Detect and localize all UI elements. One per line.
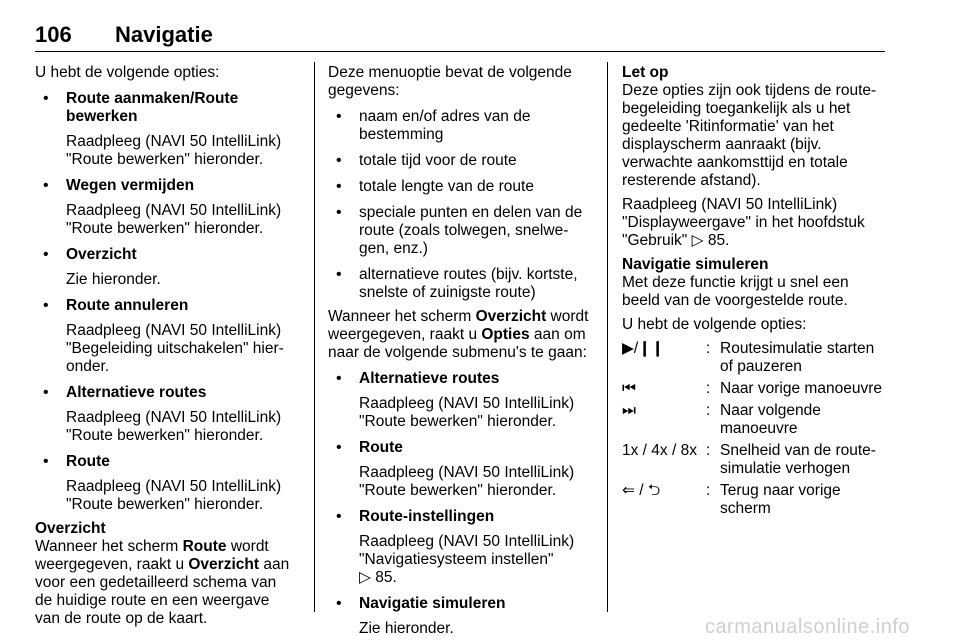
list-item xyxy=(35,177,297,238)
list-item xyxy=(328,370,592,431)
section-paragraph xyxy=(35,538,297,628)
item-title: Alternatieve routes xyxy=(66,384,207,401)
item-text: alternatieve routes (bijv. kortste, snelste of zuinigste route) xyxy=(359,266,578,301)
column-3 xyxy=(622,64,888,522)
play-pause-icon: ▶/❙❙ xyxy=(622,340,665,357)
item-text: Raadpleeg (NAVI 50 IntelliLink) "Route bewerken" hieronder. xyxy=(359,395,575,430)
bullet-icon: • xyxy=(336,178,342,195)
previous-icon: ⏮ xyxy=(622,380,636,397)
options-list xyxy=(35,90,297,514)
item-text: Raadpleeg (NAVI 50 IntelliLink) "Route bewerken" hieronder. xyxy=(66,409,282,444)
item-title: Route-instellingen xyxy=(359,508,495,525)
back-icon: ⇐ / ⮌ xyxy=(622,482,661,499)
item-text: Raadpleeg (NAVI 50 IntelliLink) "Route bewerken" hieronder. xyxy=(359,464,575,499)
option-row xyxy=(622,340,888,376)
column-divider xyxy=(607,62,608,612)
item-text: Raadpleeg (NAVI 50 IntelliLink) "Route bewerken" hieronder. xyxy=(66,202,282,237)
column-2 xyxy=(328,64,592,638)
list-item xyxy=(328,595,592,638)
note-reference xyxy=(622,196,888,250)
bullet-icon: • xyxy=(336,152,342,169)
bullet-icon: • xyxy=(336,266,342,283)
bullet-icon: • xyxy=(336,508,342,525)
separator: : xyxy=(706,482,711,499)
page-number: 106 xyxy=(35,22,72,47)
text-run: aan voor een gedetailleerd schema van de huidige route en een weergave van de route op de kaart. xyxy=(35,556,290,627)
column-1 xyxy=(35,64,297,628)
header-rule xyxy=(35,51,885,52)
separator: : xyxy=(706,402,711,419)
text-run: Raadpleeg (NAVI 50 IntelliLink) "Displayweergave" in het hoofdstuk "Gebruik" xyxy=(622,196,865,249)
item-text: Zie hieronder. xyxy=(66,271,161,288)
bullet-icon: • xyxy=(43,297,49,314)
item-text: Raadpleeg (NAVI 50 IntelliLink) "Navigatiesysteem instellen" xyxy=(359,533,575,568)
separator: : xyxy=(706,340,711,357)
item-title: Wegen vermijden xyxy=(66,177,195,194)
item-text: Raadpleeg (NAVI 50 IntelliLink) "Begeleiding uitschakelen" hier-onder. xyxy=(66,322,284,375)
option-description: Snelheid van de route-simulatie verhogen xyxy=(720,442,876,477)
text-run-bold: Opties xyxy=(481,326,530,343)
bullet-icon: • xyxy=(336,595,342,612)
section-text: Met deze functie krijgt u snel een beeld van de voorgestelde route. xyxy=(622,274,849,309)
text-run-bold: Overzicht xyxy=(188,556,260,573)
option-row xyxy=(622,402,888,438)
list-item xyxy=(328,508,592,587)
page-title: Navigatie xyxy=(115,22,213,47)
option-description: Naar volgende manoeuvre xyxy=(720,402,821,437)
separator: : xyxy=(706,380,711,397)
list-item xyxy=(328,266,592,302)
data-list xyxy=(328,108,592,302)
bullet-icon: • xyxy=(336,439,342,456)
list-item xyxy=(35,384,297,445)
list-item xyxy=(328,152,592,170)
item-text: totale lengte van de route xyxy=(359,178,534,195)
list-item xyxy=(35,90,297,169)
bullet-icon: • xyxy=(43,90,49,107)
item-title: Navigatie simuleren xyxy=(359,595,506,612)
bullet-icon: • xyxy=(43,177,49,194)
item-title: Route xyxy=(66,453,110,470)
bullet-icon: • xyxy=(336,108,342,125)
section-heading: Overzicht xyxy=(35,520,106,537)
separator: : xyxy=(706,442,711,459)
text-run: Wanneer het scherm xyxy=(328,308,476,325)
page-reference xyxy=(359,569,592,587)
options-table xyxy=(622,340,888,518)
reference-page: 85. xyxy=(707,232,730,249)
options-intro: U hebt de volgende opties: xyxy=(622,316,807,333)
option-description: Routesimulatie starten of pauzeren xyxy=(720,340,875,375)
watermark: carmanualsonline.info xyxy=(704,616,910,638)
bullet-icon: • xyxy=(336,204,342,221)
text-run: Wanneer het scherm xyxy=(35,538,183,555)
next-icon: ⏭ xyxy=(622,402,636,419)
reference-page: 85. xyxy=(375,569,397,586)
text-run: wordt weergegeven, raakt u xyxy=(35,538,269,573)
item-text: Raadpleeg (NAVI 50 IntelliLink) "Route bewerken" hieronder. xyxy=(66,478,282,513)
option-row xyxy=(622,442,888,478)
bullet-icon: • xyxy=(43,246,49,263)
intro-text: Deze menuoptie bevat de volgende gegevens: xyxy=(328,64,572,99)
reference-icon: ▷ xyxy=(359,569,371,586)
speed-options: 1x / 4x / 8x xyxy=(622,442,697,459)
item-title: Overzicht xyxy=(66,246,137,263)
column-divider xyxy=(314,62,315,612)
item-text: naam en/of adres van de bestemming xyxy=(359,108,531,143)
bullet-icon: • xyxy=(43,384,49,401)
reference-icon: ▷ xyxy=(691,232,704,249)
note-heading: Let op xyxy=(622,64,669,81)
item-text: totale tijd voor de route xyxy=(359,152,517,169)
text-run-bold: Overzicht xyxy=(475,308,547,325)
list-item xyxy=(328,439,592,500)
text-run: aan om naar de volgende submenu's te gaan: xyxy=(328,326,587,361)
bullet-icon: • xyxy=(336,370,342,387)
list-item xyxy=(35,453,297,514)
note-text: Deze opties zijn ook tijdens de route-begeleiding toegankelijk als u het gedeelte 'Ritinformatie' van het displayscherm aanraakt (bijv. verwachte aankomsttijd en totale resterende afstand). xyxy=(622,82,877,189)
item-text: speciale punten en delen van de route (zoals tolwegen, snelwe-gen, enz.) xyxy=(359,204,583,257)
option-row xyxy=(622,482,888,518)
option-description: Terug naar vorige scherm xyxy=(720,482,841,517)
item-text: Raadpleeg (NAVI 50 IntelliLink) "Route bewerken" hieronder. xyxy=(66,133,282,168)
submenu-list xyxy=(328,370,592,638)
section-heading: Navigatie simuleren xyxy=(622,256,769,273)
bullet-icon: • xyxy=(43,453,49,470)
item-title: Alternatieve routes xyxy=(359,370,500,387)
item-title: Route xyxy=(359,439,403,456)
intro-text: U hebt de volgende opties: xyxy=(35,64,220,81)
item-title: Route annuleren xyxy=(66,297,189,314)
list-item xyxy=(35,297,297,376)
option-row xyxy=(622,380,888,398)
list-item xyxy=(328,108,592,144)
list-item xyxy=(328,178,592,196)
text-run: wordt weergegeven, raakt u xyxy=(328,308,589,343)
section-paragraph xyxy=(328,308,592,362)
item-text: Zie hieronder. xyxy=(359,620,454,637)
option-description: Naar vorige manoeuvre xyxy=(720,380,882,397)
list-item xyxy=(328,204,592,258)
item-title: Route aanmaken/Route bewerken xyxy=(66,90,239,125)
list-item xyxy=(35,246,297,289)
page-header xyxy=(35,22,885,52)
text-run-bold: Route xyxy=(182,538,227,555)
